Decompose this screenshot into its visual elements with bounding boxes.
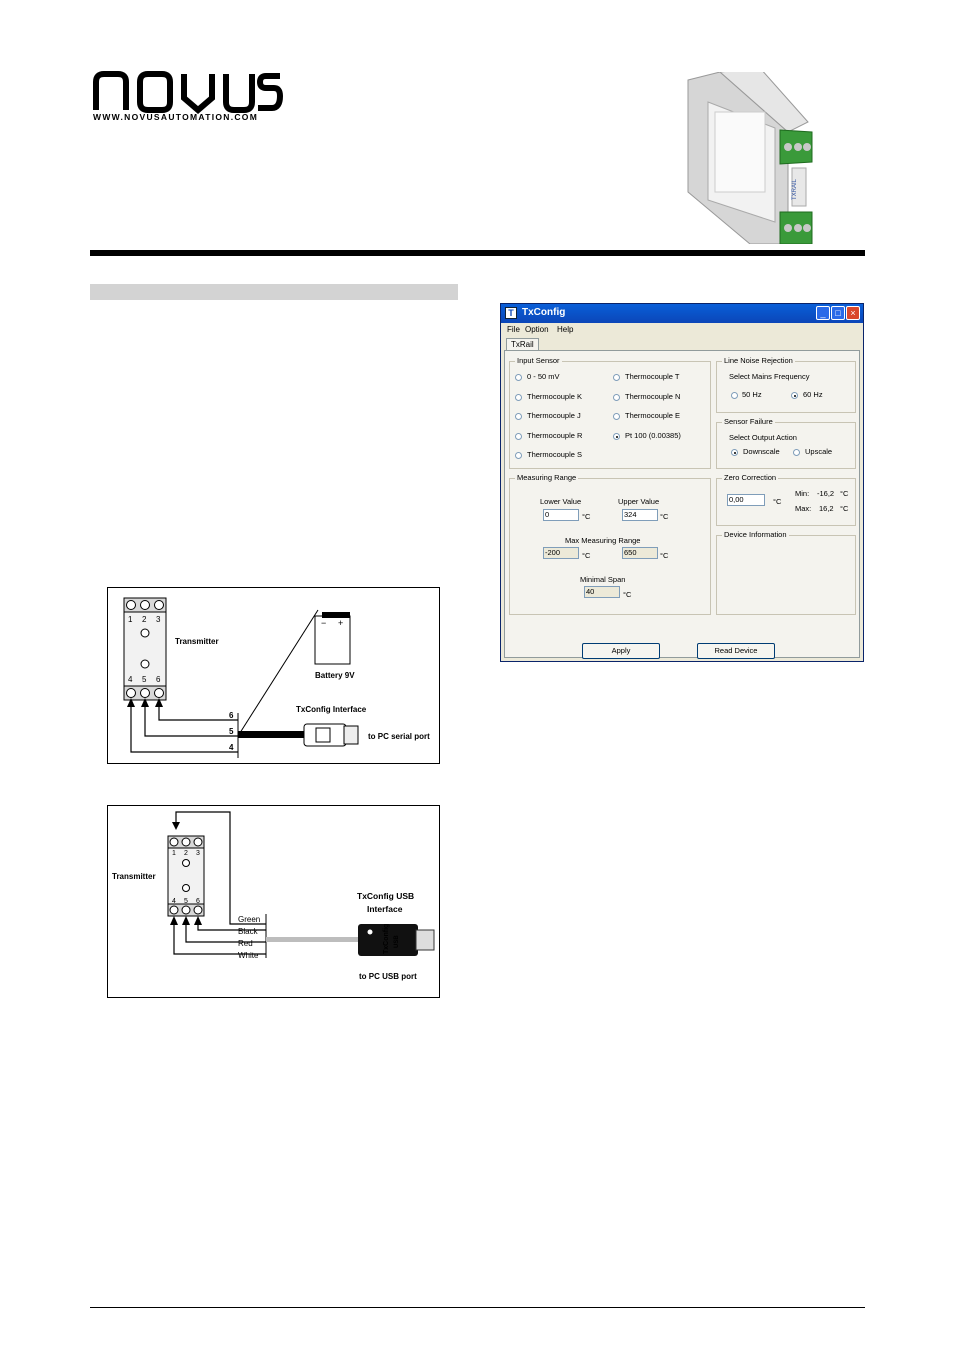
tab-txrail[interactable]: TxRail [506, 338, 539, 351]
input-sensor-group: Input Sensor 0 - 50 mV Thermocouple K Thermocouple J Thermocouple R Thermocouple S Thermocouple T Thermocouple N Thermocouple E Pt 100 (0.00385) [509, 361, 711, 469]
usb-connection-diagram [107, 805, 440, 998]
svg-text:2: 2 [184, 850, 188, 857]
zero-correction-group: Zero Correction 0,00 °C Min: -16,2 °C Max: 16,2 °C [716, 478, 856, 526]
svg-text:3: 3 [196, 850, 200, 857]
radio-0-50mv[interactable] [515, 374, 522, 381]
transmitter-label: Transmitter [175, 637, 219, 646]
txconfig-interface-label: TxConfig Interface [296, 705, 367, 714]
menu-help[interactable]: Help [557, 325, 574, 334]
wire-label-red: Red [238, 939, 253, 948]
radio-thermocouple-n[interactable] [613, 394, 620, 401]
svg-text:+: + [338, 618, 344, 628]
svg-text:TXRAIL: TXRAIL [792, 178, 798, 200]
radio-thermocouple-e[interactable] [613, 413, 620, 420]
radio-thermocouple-r[interactable] [515, 433, 522, 440]
read-device-button[interactable]: Read Device [697, 643, 775, 659]
line-noise-group: Line Noise Rejection Select Mains Frequency 50 Hz 60 Hz [716, 361, 856, 413]
transmitter-label: Transmitter [112, 872, 156, 881]
svg-text:NOVUS: NOVUS [92, 68, 96, 69]
radio-thermocouple-s[interactable] [515, 452, 522, 459]
footer-rule [90, 1307, 865, 1308]
radio-pt100[interactable] [613, 433, 620, 440]
close-button[interactable]: × [846, 306, 860, 320]
max-range-high: 650 [622, 547, 658, 559]
wire-label-black: Black [238, 927, 258, 936]
max-range-low: -200 [543, 547, 579, 559]
svg-text:Interface: Interface [367, 904, 403, 914]
app-icon: T [505, 307, 517, 319]
wire-label-white: White [238, 951, 259, 960]
radio-downscale[interactable] [731, 449, 738, 456]
window-title: TxConfig [522, 307, 566, 318]
serial-port-label: to PC serial port [368, 732, 430, 741]
svg-text:TxConfig: TxConfig [383, 923, 390, 954]
serial-connection-diagram [107, 587, 440, 764]
novus-logo [92, 68, 284, 114]
radio-thermocouple-k[interactable] [515, 394, 522, 401]
svg-text:6: 6 [196, 898, 200, 905]
svg-text:USB: USB [394, 935, 400, 948]
svg-text:−: − [321, 618, 327, 628]
device-info-group: Device Information [716, 535, 856, 615]
terminal-6: 6 [156, 675, 161, 684]
input-sensor-title: Input Sensor [517, 356, 560, 365]
tab-panel [504, 350, 860, 658]
radio-upscale[interactable] [793, 449, 800, 456]
svg-text:5: 5 [184, 898, 188, 905]
terminal-2: 2 [142, 615, 147, 624]
title-bar[interactable] [501, 304, 863, 323]
terminal-1: 1 [128, 615, 133, 624]
svg-text:1: 1 [172, 850, 176, 857]
battery-label: Battery 9V [315, 671, 355, 680]
terminal-3: 3 [156, 615, 161, 624]
zero-correction-input[interactable]: 0,00 [727, 494, 765, 506]
svg-text:4: 4 [172, 898, 176, 905]
radio-thermocouple-t[interactable] [613, 374, 620, 381]
menu-file[interactable]: File [507, 325, 520, 334]
txconfig-usb-label: TxConfig USB [357, 891, 415, 901]
product-photo [680, 72, 818, 244]
minimize-button[interactable]: _ [816, 306, 830, 320]
wire-label-green: Green [238, 915, 261, 924]
radio-60hz[interactable] [791, 392, 798, 399]
txconfig-window [500, 303, 864, 662]
maximize-button[interactable]: □ [831, 306, 845, 320]
wire-label-6: 6 [229, 711, 234, 720]
sensor-failure-group: Sensor Failure Select Output Action Downscale Upscale [716, 422, 856, 469]
menu-option[interactable]: Option [525, 325, 549, 334]
section-header-bar [90, 284, 458, 300]
radio-50hz[interactable] [731, 392, 738, 399]
wire-label-4: 4 [229, 743, 234, 752]
apply-button[interactable]: Apply [582, 643, 660, 659]
usb-port-label: to PC USB port [359, 972, 417, 981]
wire-label-5: 5 [229, 727, 234, 736]
terminal-4: 4 [128, 675, 133, 684]
upper-value-input[interactable]: 324 [622, 509, 658, 521]
header-rule [90, 250, 865, 256]
terminal-5: 5 [142, 675, 147, 684]
logo-url: WWW.NOVUSAUTOMATION.COM [93, 112, 259, 122]
measuring-range-group: Measuring Range Lower Value 0 °C Upper Value 324 °C Max Measuring Range -200 °C 650 °C Minimal Span 40 °C [509, 478, 711, 615]
lower-value-input[interactable]: 0 [543, 509, 579, 521]
menu-bar [501, 323, 863, 337]
radio-thermocouple-j[interactable] [515, 413, 522, 420]
minimal-span-value: 40 [584, 586, 620, 598]
